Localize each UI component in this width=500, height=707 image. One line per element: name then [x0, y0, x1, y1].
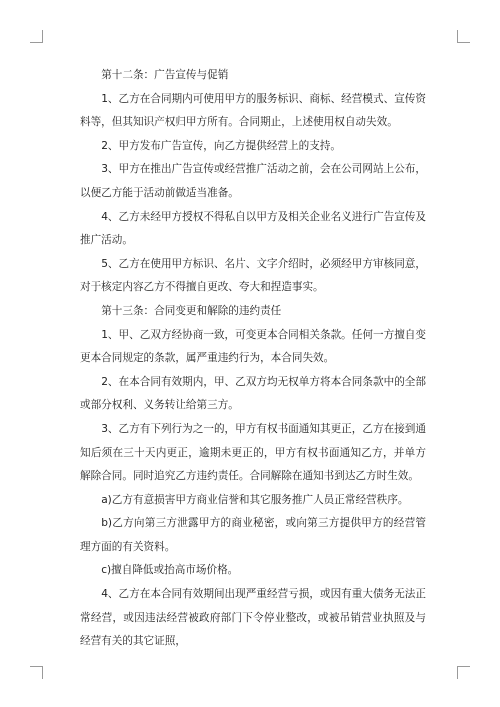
crop-mark-bottom-right: [457, 666, 470, 679]
crop-mark-top-right: [457, 30, 470, 43]
clause-13-2: 2、在本合同有效期内，甲、乙双方均无权单方将本合同条款中的全部或部分权利、义务转让给第三方。: [80, 375, 426, 412]
clause-12-5: 5、乙方在使用甲方标识、名片、文字介绍时，必须经甲方审核同意，对于核定内容乙方不得擅自更改、夸大和捏造事实。: [80, 257, 426, 294]
crop-mark-bottom-left: [30, 666, 43, 679]
clause-13-4: 4、乙方在本合同有效期间出现严重经营亏损，或因有重大债务无法正常经营，或因违法经营被政府部门下令停业整改，或被吊销营业执照及与经营有关的其它证照，: [80, 588, 426, 648]
clause-12-4: 4、乙方未经甲方授权不得私自以甲方及相关企业名义进行广告宣传及推广活动。: [80, 210, 426, 247]
section-heading-13: 第十三条：合同变更和解除的违约责任: [101, 304, 282, 317]
clause-13-3-a: a)乙方有意损害甲方商业信誉和其它服务推广人员正常经营秩序。: [101, 493, 409, 506]
clause-12-2: 2、甲方发布广告宣传，向乙方提供经营上的支持。: [101, 139, 341, 152]
clause-13-3-b: b)乙方向第三方泄露甲方的商业秘密，或向第三方提供甲方的经营管理方面的有关资料。: [80, 517, 426, 553]
clause-13-3-c: c)擅自降低或抬高市场价格。: [101, 564, 239, 577]
clause-12-3: 3、甲方在推出广告宣传或经营推广活动之前，会在公司网站上公布，以便乙方能于活动前做适当准备。: [80, 163, 426, 199]
document-body: [80, 64, 426, 654]
clause-12-1: 1、乙方在合同期内可使用甲方的服务标识、商标、经营模式、宣传资料等，但其知识产权归甲方所有。合同期止，上述使用权自动失效。: [80, 92, 426, 129]
section-heading-12: 第十二条：广告宣传与促销: [101, 69, 229, 81]
clause-13-3: 3、乙方有下列行为之一的，甲方有权书面通知其更正，乙方在接到通知后须在三十天内更正，逾期未更正的，甲方有权书面通知乙方，并单方解除合同。同时追究乙方违约责任。合同解除在通知书到达乙方时生效。: [80, 422, 426, 483]
crop-mark-top-left: [30, 30, 43, 43]
clause-13-1: 1、甲、乙双方经协商一致，可变更本合同相关条款。任何一方擅自变更本合同规定的条款，属严重违约行为，本合同失效。: [80, 328, 426, 365]
